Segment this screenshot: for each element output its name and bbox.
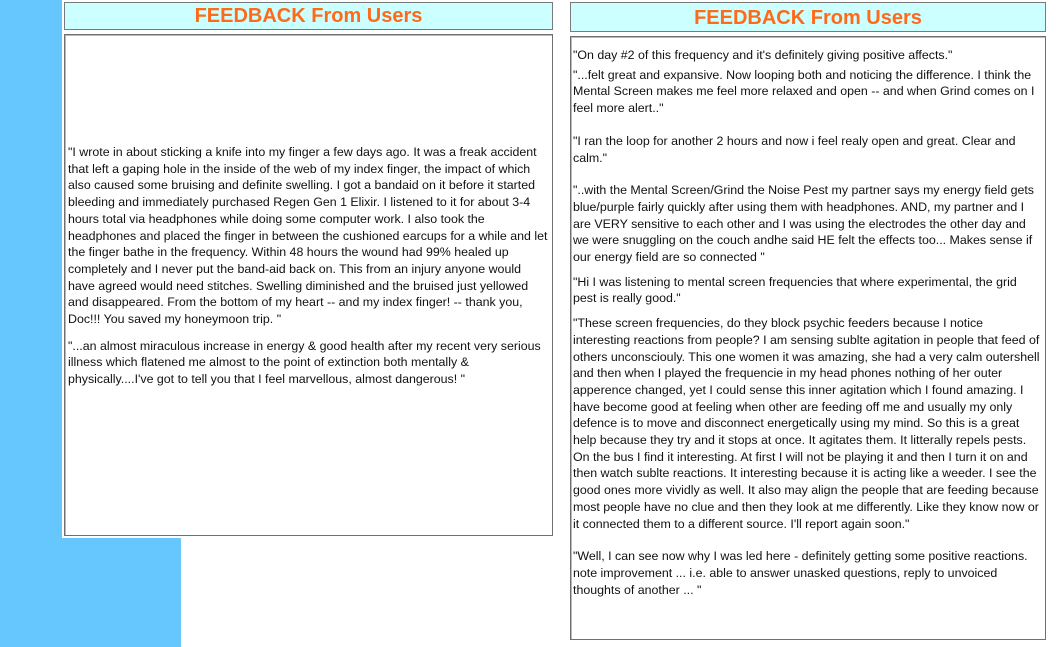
testimonial: "I wrote in about sticking a knife into my finger a few days ago. It was a freak accident that left a gaping hole in the inside of the web of my index finger, the impact of which also caused some bruising and definite swelling. I got a bandaid on it before it started bleeding and immediately purchased Regen Gen 1 Elixir. I listened to it for about 3-4 hours total via headphones while doing some computer work. I also took the headphones and placed the finger in between the cushioned earcups for a while and let the finger bathe in the frequency. Within 48 hours the wound had 99% healed up completely and I never put the band-aid back on. This from an injury anyone would have agreed would need stitches. Swelling diminished and the bruised just yellowed and disappeared. From the bottom of my heart -- and my index finger! -- thank you, Doc!!! You saved my honeymoon trip. " <box>68 145 548 327</box>
testimonial: "Hi I was listening to mental screen frequencies that where experimental, the grid pest is really good." <box>573 274 1017 306</box>
left-feedback-title: FEEDBACK From Users <box>64 2 553 30</box>
testimonial: "On day #2 of this frequency and it's definitely giving positive affects." <box>573 48 953 62</box>
testimonial: "...an almost miraculous increase in energy & good health after my recent very serious illness which flatened me almost to the point of extinction both mentally & physically....I've got to tell you that I feel marvellous, almost dangerous! " <box>68 338 541 387</box>
sidebar-background-bottom <box>0 538 181 647</box>
testimonial: "Well, I can see now why I was led here - definitely getting some positive reactions. note improvement ... i.e. able to answer unasked questions, reply to unvoiced thoughts of another ... " <box>573 549 1028 597</box>
right-feedback-panel <box>570 36 1046 640</box>
testimonial: "These screen frequencies, do they block psychic feeders because I notice interesting reactions from people? I am sensing sublte agitation in people that feed of others unconsciouly. This one women it was amazing, she had a very calm outershell and then when I played the frequencie in my head phones nothing of her outer apperence changed, yet I could sense this inner agitation which I found amazing. I have become good at feeling when other are feeding off me and usually my only defence is to move and disconnect energetically using my mind. So this is a great help because they try and it stops at once. It agitates them. It litterally repels pests. On the bus I find it interesting. At first I will not be playing it and then I turn it on and then watch sublte reactions. It interesting because it is acting like a weeder. I see the good ones more vividly as well. It also may align the people that are feeding because most people have no clue and then they look at me differently. Like they know now or it connected them to a different source. I'll report again soon." <box>573 316 1040 531</box>
testimonial: "...felt great and expansive. Now looping both and noticing the difference. I think the Mental Screen makes me feel more relaxed and open -- and when Grind comes on I feel more alert.." <box>573 67 1035 116</box>
sidebar-background <box>0 0 62 540</box>
testimonial: "I ran the loop for another 2 hours and now i feel realy open and great. Clear and calm." <box>573 133 1016 165</box>
left-feedback-panel <box>64 34 553 536</box>
testimonial: "..with the Mental Screen/Grind the Noise Pest my partner says my energy field gets blue/purple fairly quickly after using them with headphones. AND, my partner and I are VERY sensitive to each other and I was using the electrodes the other day and we were snuggling on the couch andhe said HE felt the effects too... Makes sense if our energy field are so connected " <box>573 183 1034 265</box>
right-feedback-title: FEEDBACK From Users <box>570 2 1046 32</box>
